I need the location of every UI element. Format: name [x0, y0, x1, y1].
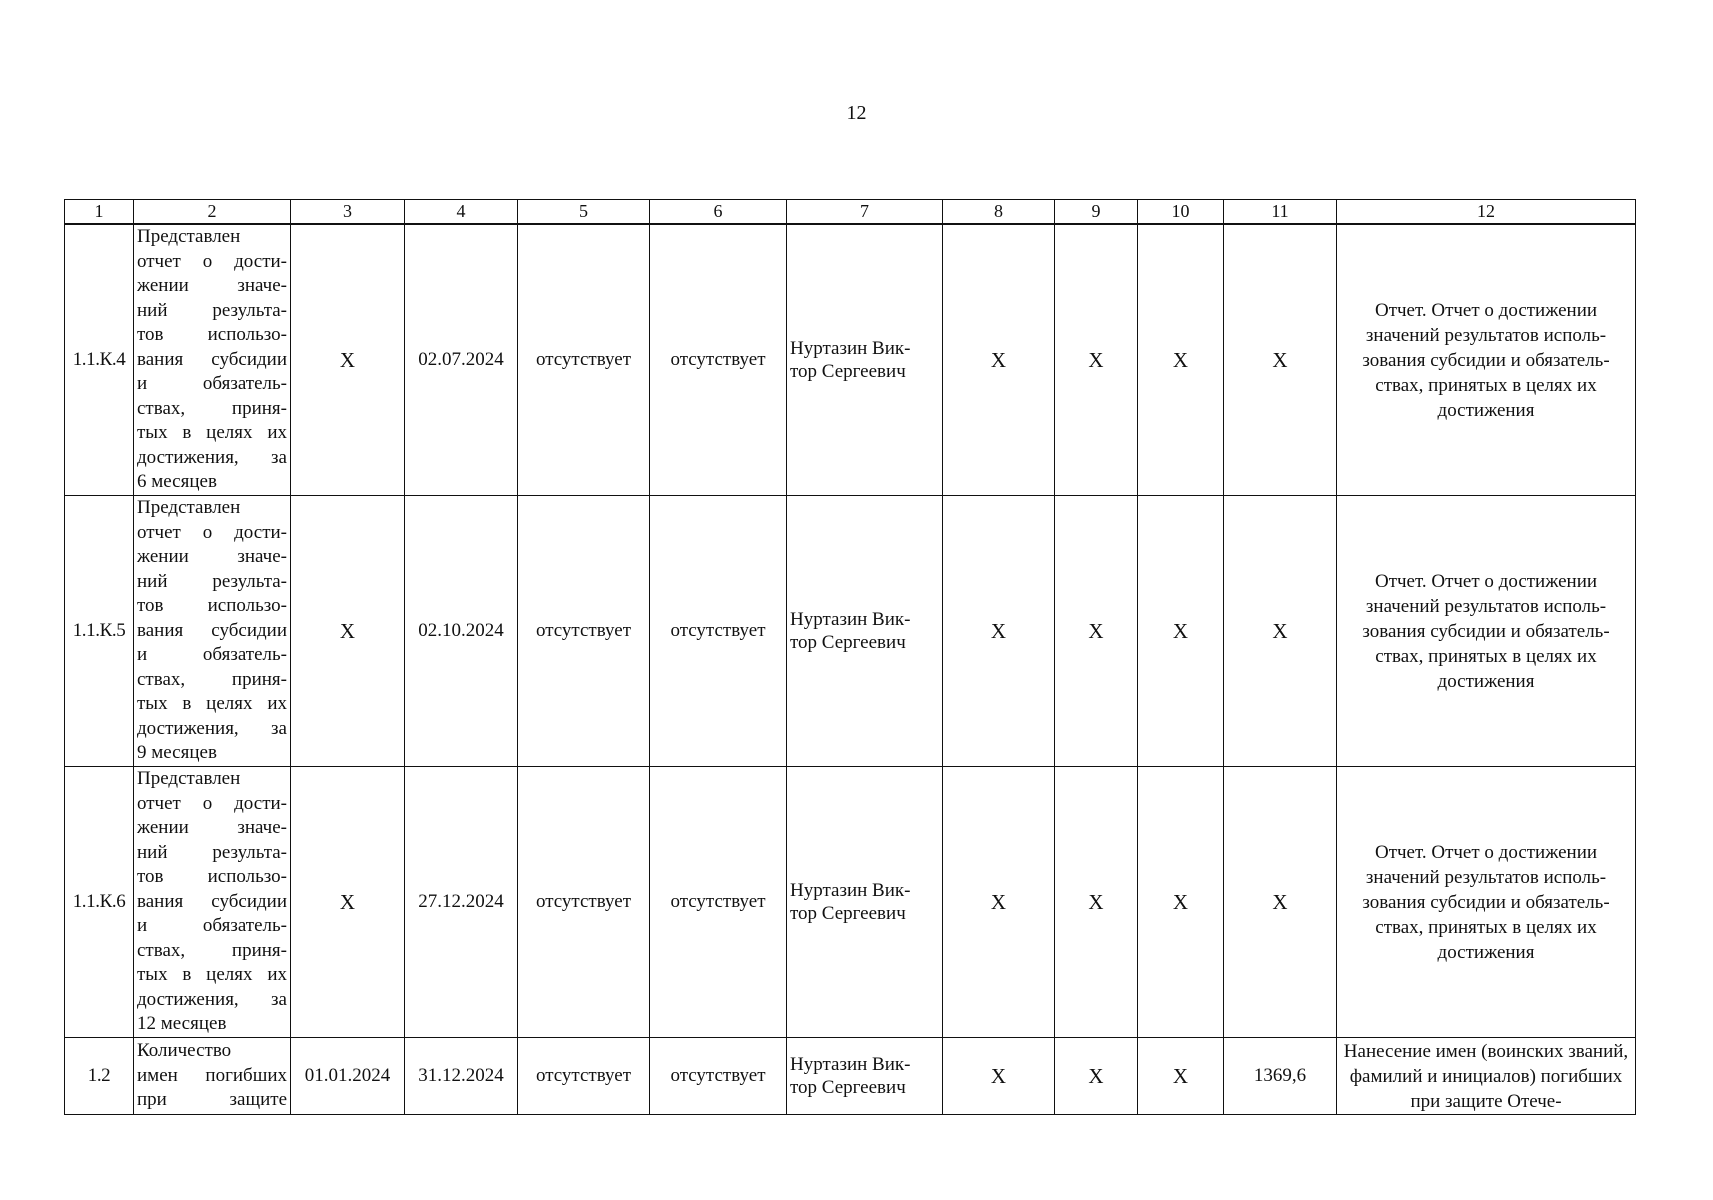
description-line: достижения, за: [137, 446, 287, 468]
description-line: тых в целях их: [137, 964, 287, 986]
responsible-line: тор Сергеевич: [790, 632, 906, 653]
description-line: ствах, приня-: [137, 668, 287, 690]
responsible-line: тор Сергеевич: [790, 361, 906, 382]
description-line: и обязатель-: [137, 644, 287, 666]
column-number-row: [65, 200, 1636, 225]
description-line: вания субсидии: [137, 619, 287, 641]
description-line: 12 месяцев: [137, 1013, 227, 1035]
description-line: имен погибших: [137, 1064, 287, 1086]
column-header: 4: [405, 200, 518, 225]
cell-col10: X: [1138, 767, 1224, 1038]
description-line: отчет о дости-: [137, 250, 287, 272]
column-header: 10: [1138, 200, 1224, 225]
row-number: 1.1.К.4: [65, 224, 134, 496]
responsible-line: Нуртазин Вик-: [790, 609, 911, 630]
cell-date: 02.10.2024: [405, 496, 518, 767]
cell-col9: X: [1055, 496, 1138, 767]
description-line: ний результа-: [137, 299, 287, 321]
cell-date: 27.12.2024: [405, 767, 518, 1038]
description-line: Представлен: [137, 768, 241, 790]
description-line: тов использо-: [137, 866, 287, 888]
description-line: Представлен: [137, 226, 241, 248]
row-number: 1.1.К.6: [65, 767, 134, 1038]
event-description: [134, 767, 291, 1038]
responsible-line: Нуртазин Вик-: [790, 880, 911, 901]
event-description: [134, 224, 291, 496]
description-line: тов использо-: [137, 324, 287, 346]
column-header: 11: [1224, 200, 1337, 225]
cell-result-note: Отчет. Отчет о достижении значений результатов исполь-зования субсидии и обязатель-ствах, принятых в целях их достижения: [1337, 224, 1636, 496]
cell-col11: X: [1224, 224, 1337, 496]
description-line: тых в целях их: [137, 693, 287, 715]
cell-col8: X: [943, 767, 1055, 1038]
description-line: 9 месяцев: [137, 742, 217, 764]
description-line: жении значе-: [137, 817, 287, 839]
column-header: 7: [787, 200, 943, 225]
cell-result-note: Отчет. Отчет о достижении значений результатов исполь-зования субсидии и обязатель-ствах, принятых в целях их достижения: [1337, 496, 1636, 767]
cell-start-date: 01.01.2024: [291, 1038, 405, 1115]
cell-col3: X: [291, 224, 405, 496]
description-line: жении значе-: [137, 546, 287, 568]
column-header: 8: [943, 200, 1055, 225]
report-table: [64, 199, 1636, 1115]
cell-col3: X: [291, 767, 405, 1038]
event-description: [134, 1038, 291, 1115]
responsible-person: [787, 767, 943, 1038]
cell-amount: 1369,6: [1224, 1038, 1337, 1115]
cell-col10: X: [1138, 496, 1224, 767]
cell-col6: отсутствует: [650, 496, 787, 767]
column-header: 1: [65, 200, 134, 225]
description-line: ствах, приня-: [137, 939, 287, 961]
column-header: 3: [291, 200, 405, 225]
column-header: 9: [1055, 200, 1138, 225]
cell-result-note: Отчет. Отчет о достижении значений результатов исполь-зования субсидии и обязатель-ствах, принятых в целях их достижения: [1337, 767, 1636, 1038]
description-line: Количество: [137, 1040, 232, 1062]
cell-col9: X: [1055, 767, 1138, 1038]
table-row: [65, 496, 1636, 767]
description-line: ний результа-: [137, 570, 287, 592]
page-number: 12: [846, 102, 867, 124]
cell-col5: отсутствует: [518, 496, 650, 767]
responsible-line: Нуртазин Вик-: [790, 1054, 911, 1075]
description-line: и обязатель-: [137, 915, 287, 937]
description-line: при защите: [137, 1089, 287, 1111]
description-line: вания субсидии: [137, 890, 287, 912]
description-line: тов использо-: [137, 595, 287, 617]
responsible-person: [787, 496, 943, 767]
description-line: ний результа-: [137, 841, 287, 863]
responsible-line: Нуртазин Вик-: [790, 338, 911, 359]
cell-date: 02.07.2024: [405, 224, 518, 496]
description-line: вания субсидии: [137, 348, 287, 370]
responsible-person: [787, 224, 943, 496]
cell-col11: X: [1224, 767, 1337, 1038]
cell-col9: X: [1055, 224, 1138, 496]
cell-col6: отсутствует: [650, 767, 787, 1038]
table-row: [65, 224, 1636, 496]
cell-col3: X: [291, 496, 405, 767]
cell-date: 31.12.2024: [405, 1038, 518, 1115]
description-line: 6 месяцев: [137, 471, 217, 493]
cell-col8: X: [943, 1038, 1055, 1115]
column-header: 6: [650, 200, 787, 225]
responsible-line: тор Сергеевич: [790, 903, 906, 924]
cell-col10: X: [1138, 224, 1224, 496]
row-number: 1.1.К.5: [65, 496, 134, 767]
cell-col10: X: [1138, 1038, 1224, 1115]
cell-col5: отсутствует: [518, 224, 650, 496]
cell-col9: X: [1055, 1038, 1138, 1115]
responsible-line: тор Сергеевич: [790, 1077, 906, 1098]
description-line: достижения, за: [137, 988, 287, 1010]
description-line: жении значе-: [137, 275, 287, 297]
table-row: [65, 767, 1636, 1038]
table-row: [65, 1038, 1636, 1115]
cell-col5: отсутствует: [518, 1038, 650, 1115]
description-line: достижения, за: [137, 717, 287, 739]
column-header: 5: [518, 200, 650, 225]
cell-col8: X: [943, 224, 1055, 496]
cell-col6: отсутствует: [650, 224, 787, 496]
cell-result-note: Нанесение имен (воинских званий, фамилий и инициалов) погибших при защите Отече-: [1337, 1038, 1636, 1115]
cell-col11: X: [1224, 496, 1337, 767]
cell-col5: отсутствует: [518, 767, 650, 1038]
description-line: отчет о дости-: [137, 521, 287, 543]
description-line: ствах, приня-: [137, 397, 287, 419]
row-number: 1.2: [65, 1038, 134, 1115]
description-line: и обязатель-: [137, 373, 287, 395]
description-line: тых в целях их: [137, 422, 287, 444]
responsible-person: [787, 1038, 943, 1115]
column-header: 12: [1337, 200, 1636, 225]
cell-col8: X: [943, 496, 1055, 767]
event-description: [134, 496, 291, 767]
cell-col6: отсутствует: [650, 1038, 787, 1115]
column-header: 2: [134, 200, 291, 225]
description-line: отчет о дости-: [137, 792, 287, 814]
description-line: Представлен: [137, 497, 241, 519]
